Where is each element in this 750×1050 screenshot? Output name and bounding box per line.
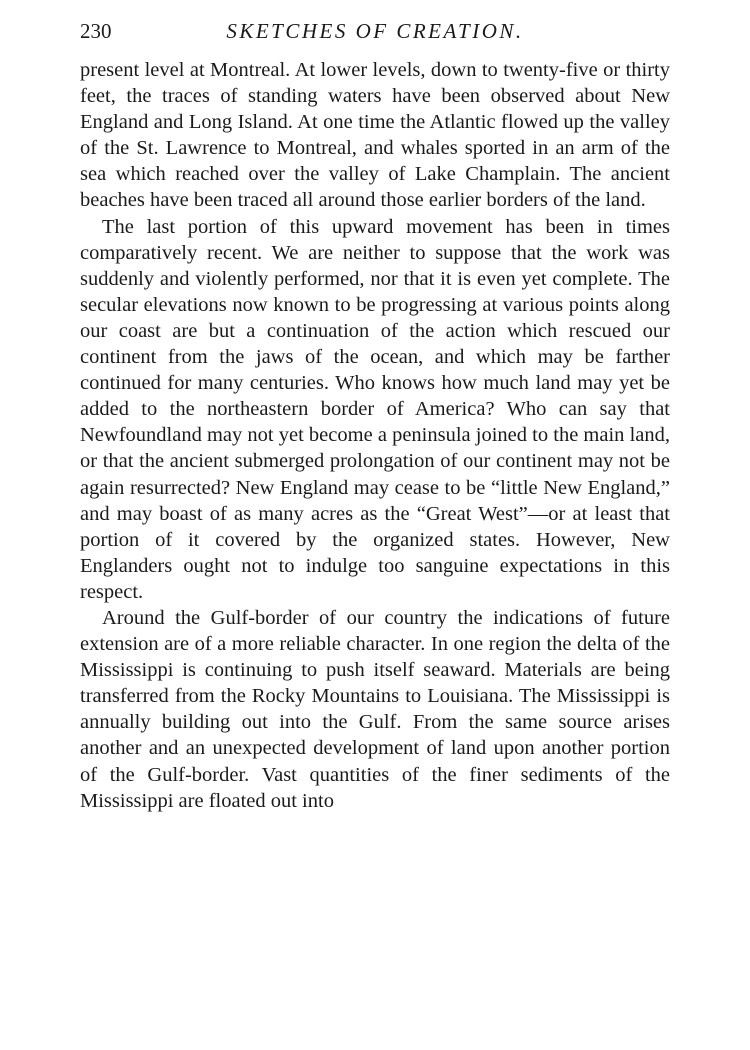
paragraph-1: present level at Montreal. At lower levels, down to twenty-five or thirty feet, the traces of standing waters have been observed about New England and Long Island. At one time the Atlantic flowed up the valley of the St. Lawrence to Montreal, and whales sported in an arm of the sea which reached over the valley of Lake Champlain. The ancient beaches have been traced all around those earlier borders of the land. [80,59,670,212]
running-title: SKETCHES OF CREATION. [226,19,524,43]
page-header [80,14,670,48]
paragraph-2: The last portion of this upward movement has been in times comparatively recent. We are neither to suppose that the work was suddenly and violently performed, nor that it is even yet complete. The secular elevations now known to be progressing at various points along our coast are but a continuation of the action which rescued our continent from the jaws of the ocean, and which may be farther continued for many centuries. Who knows how much land may yet be added to the northeastern border of America? Who can say that Newfoundland may not yet become a peninsula joined to the main land, or that the ancient submerged prolongation of our continent may not be again resurrected? New England may cease to be “little New England,” and may boast of as many acres as the “Great West”—or at least that portion of it covered by the organized states. However, New Englanders ought not to indulge too sanguine expectations in this respect. [80,215,670,603]
book-page [80,14,670,814]
paragraph-3: Around the Gulf-border of our country the indications of future extension are of a more reliable character. In one region the delta of the Mississippi is continuing to push itself seaward. Materials are being transferred from the Rocky Mountains to Louisiana. The Mississippi is annually building out into the Gulf. From the same source arises another and an unexpected development of land upon another portion of the Gulf-border. Vast quantities of the finer sediments of the Mississippi are floated out into [80,606,670,812]
body-text [80,57,670,814]
page-number: 230 [80,19,112,43]
